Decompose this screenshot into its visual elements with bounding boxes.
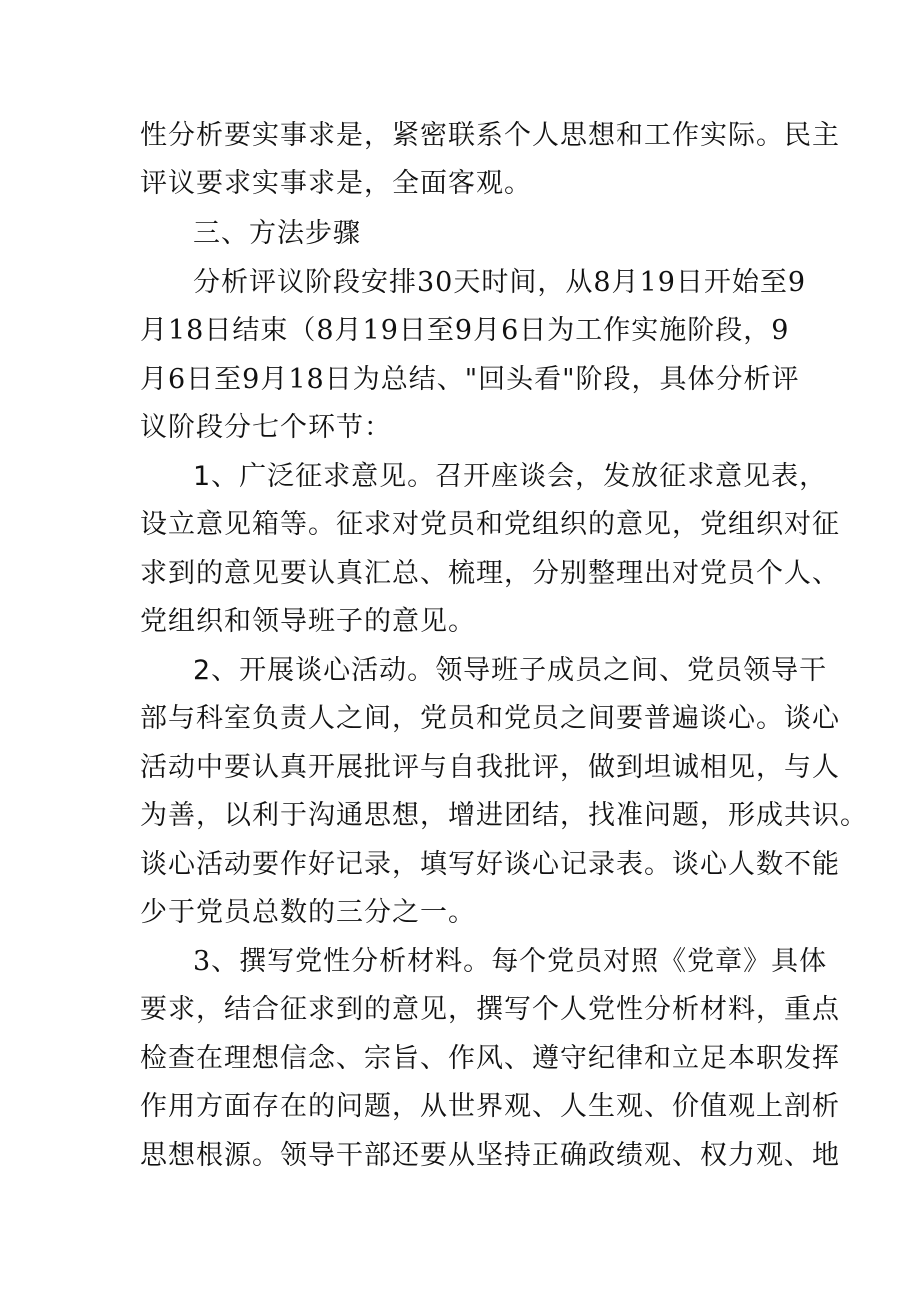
paragraph-line: 月18日结束（8月19日至9月6日为工作实施阶段，9 [140, 315, 790, 346]
paragraph-line: 党组织和领导班子的意见。 [140, 606, 476, 637]
item-2-line [193, 651, 827, 691]
item-1-line [193, 457, 827, 497]
item-3-text: 每个党员对照《党章》具体 [491, 946, 828, 977]
paragraph-line: 要求，结合征求到的意见，撰写个人党性分析材料，重点 [140, 994, 840, 1025]
paragraph-line: 部与科室负责人之间，党员和党员之间要普遍谈心。谈心 [140, 703, 840, 734]
paragraph-line: 作用方面存在的问题，从世界观、人生观、价值观上剖析 [140, 1091, 840, 1122]
paragraph-line: 检查在理想信念、宗旨、作风、遵守纪律和立足本职发挥 [140, 1043, 840, 1074]
paragraph-line: 为善，以利于沟通思想，增进团结，找准问题，形成共识。 [140, 800, 868, 831]
paragraph-line: 分析评议阶段安排30天时间，从8月19日开始至9 [193, 267, 807, 298]
item-3-heading: 3、撰写党性分析材料。 [193, 946, 492, 977]
paragraph-line: 谈心活动要作好记录，填写好谈心记录表。谈心人数不能 [140, 849, 840, 880]
paragraph-line: 求到的意见要认真汇总、梳理，分别整理出对党员个人、 [140, 558, 840, 589]
paragraph-line: 设立意见箱等。征求对党员和党组织的意见，党组织对征 [140, 509, 840, 540]
item-2-heading: 2、开展谈心活动。 [193, 655, 436, 686]
paragraph-line: 活动中要认真开展批评与自我批评，做到坦诚相见，与人 [140, 752, 840, 783]
item-3-line [193, 942, 827, 982]
section-heading: 三、方法步骤 [193, 218, 361, 249]
item-1-text: 召开座谈会，发放征求意见表， [435, 461, 828, 492]
item-2-text: 领导班子成员之间、党员领导干 [435, 655, 828, 686]
paragraph-line: 月6日至9月18日为总结、"回头看"阶段，具体分析评 [140, 364, 800, 395]
paragraph-line: 评议要求实事求是，全面客观。 [140, 168, 532, 199]
item-1-heading: 1、广泛征求意见。 [193, 461, 436, 492]
paragraph-line: 少于党员总数的三分之一。 [140, 897, 476, 928]
paragraph-line: 思想根源。领导干部还要从坚持正确政绩观、权力观、地 [140, 1140, 840, 1171]
paragraph-line: 议阶段分七个环节： [140, 412, 392, 443]
paragraph-line: 性分析要实事求是，紧密联系个人思想和工作实际。民主 [140, 120, 840, 151]
